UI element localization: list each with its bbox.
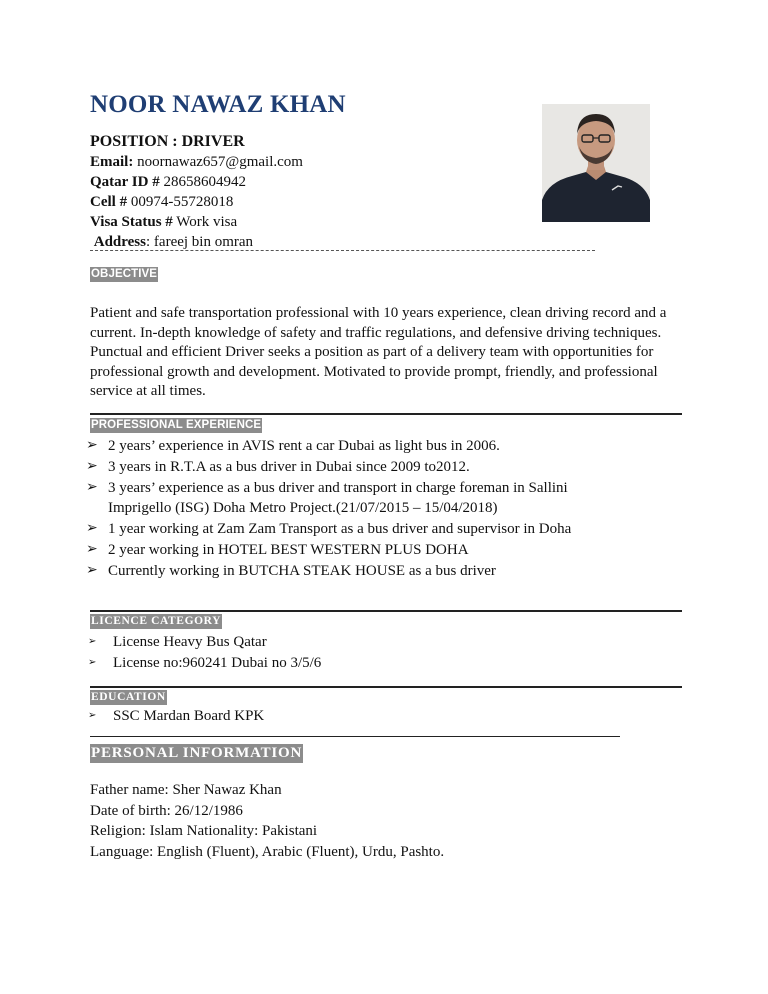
arrowhead-bullet-icon: ➢ — [86, 521, 98, 537]
list-item-continuation: Imprigello (ISG) Doha Metro Project.(21/07/2015 – 15/04/2018) — [108, 500, 498, 517]
date-of-birth: Date of birth: 26/12/1986 — [90, 802, 243, 819]
objective-heading: OBJECTIVE — [91, 268, 158, 280]
objective-text: Patient and safe transportation professional with 10 years experience, clean driving record and a current. In-depth knowledge of safety and traffic regulations, and defensive driving techniques. Punctual and efficient Driver seeks a position as part of a delivery team with opportunities for professional growth and development. Motivated to provide prompt, friendly, and professional service at all times. — [90, 305, 667, 399]
list-item: ➢ 2 years’ experience in AVIS rent a car Dubai as light bus in 2006. — [86, 436, 571, 457]
list-item: ➢ 1 year working at Zam Zam Transport as a bus driver and supervisor in Doha — [86, 519, 571, 540]
list-item: ➢ 3 years in R.T.A as a bus driver in Dubai since 2009 to2012. — [86, 457, 571, 478]
personal-rule — [90, 736, 620, 737]
contact-block — [90, 132, 303, 252]
address-label: Address — [93, 234, 146, 250]
arrowhead-bullet-icon: ➢ — [86, 541, 98, 557]
cell-value: 00974-55728018 — [127, 194, 234, 210]
cell-line — [90, 192, 303, 212]
person-portrait-icon — [542, 104, 650, 222]
list-item: ➢ 3 years’ experience as a bus driver and transport in charge foreman in Sallini — [86, 478, 571, 499]
profile-photo — [542, 104, 650, 222]
licence-heading: LICENCE CATEGORY — [91, 615, 222, 627]
languages: Language: English (Fluent), Arabic (Fluent), Urdu, Pashto. — [90, 843, 445, 860]
qatar-id-line — [90, 172, 303, 192]
education-list — [86, 706, 264, 727]
licence-list — [86, 632, 321, 674]
education-rule — [90, 686, 682, 688]
list-item: ➢ License no:960241 Dubai no 3/5/6 — [86, 653, 321, 674]
visa-line — [90, 212, 303, 232]
candidate-name: NOOR NAWAZ KHAN — [90, 91, 346, 118]
licence-rule — [90, 610, 682, 612]
visa-value: Work visa — [172, 214, 238, 230]
list-item: ➢ Currently working in BUTCHA STEAK HOUSE as a bus driver — [86, 561, 571, 582]
cell-label: Cell # — [90, 194, 128, 210]
arrowhead-bullet-icon: ➢ — [86, 479, 98, 495]
qatar-id-label: Qatar ID # — [90, 174, 160, 190]
email-value: noornawaz657@gmail.com — [133, 154, 303, 170]
list-item: ➢ License Heavy Bus Qatar — [86, 632, 321, 653]
email-line — [90, 152, 303, 172]
list-item: ➢ 2 year working in HOTEL BEST WESTERN PLUS DOHA — [86, 540, 571, 561]
list-item: ➢ SSC Mardan Board KPK — [86, 706, 264, 727]
arrowhead-bullet-icon: ➢ — [86, 438, 98, 453]
personal-info — [90, 780, 444, 862]
address-value: : fareej bin omran — [146, 234, 254, 250]
arrowhead-bullet-icon: ➢ — [88, 656, 97, 668]
arrowhead-bullet-icon: ➢ — [86, 458, 98, 474]
experience-list — [86, 436, 571, 582]
arrowhead-bullet-icon: ➢ — [88, 636, 97, 647]
qatar-id-value: 28658604942 — [159, 174, 246, 190]
arrowhead-bullet-icon: ➢ — [86, 562, 98, 578]
arrowhead-bullet-icon: ➢ — [88, 710, 97, 721]
header-divider — [90, 250, 595, 251]
visa-label: Visa Status # — [90, 214, 173, 230]
email-label: Email: — [90, 154, 134, 170]
position-line: POSITION : DRIVER — [90, 133, 245, 150]
father-name: Father name: Sher Nawaz Khan — [90, 782, 282, 798]
experience-heading: PROFESSIONAL EXPERIENCE — [91, 419, 262, 431]
religion-nationality: Religion: Islam Nationality: Pakistani — [90, 823, 318, 839]
experience-rule — [90, 413, 682, 415]
address-line — [90, 232, 303, 252]
education-heading: EDUCATION — [91, 691, 166, 703]
personal-heading: PERSONAL INFORMATION — [91, 745, 303, 761]
